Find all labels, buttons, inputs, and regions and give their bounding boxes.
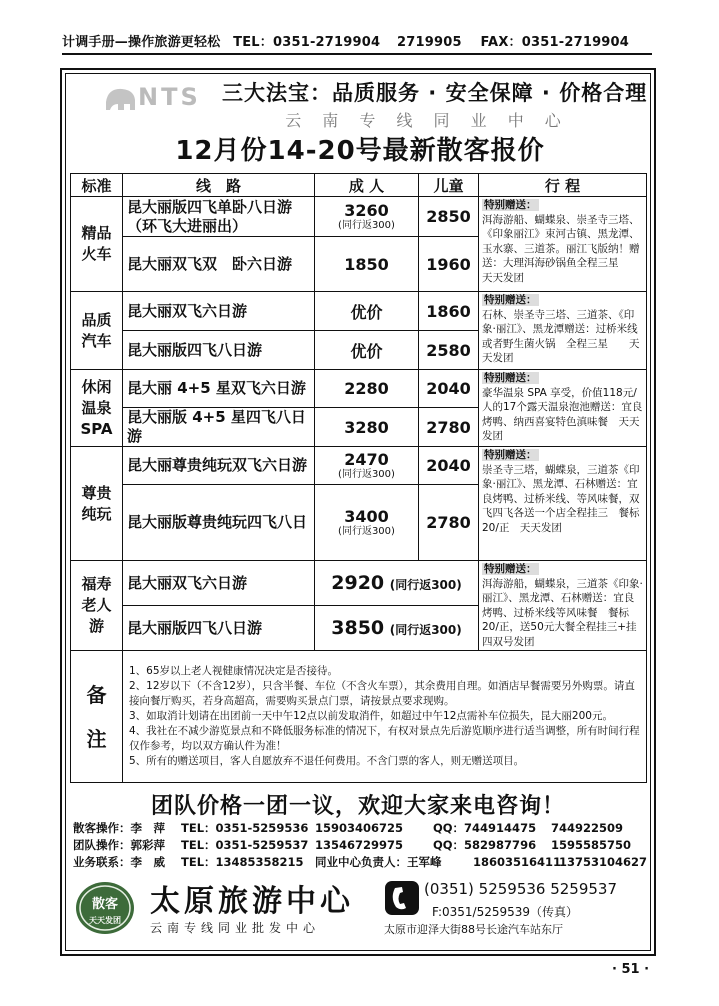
note-item: 5、所有的赠送项目，客人自愿放弃不退任何费用。不含门票的客人，则无赠送项目。 <box>129 755 525 767</box>
header-child: 儿童 <box>419 174 479 197</box>
combined-price: 3850 (同行返300) <box>315 606 479 651</box>
child-price: 2850 <box>419 197 479 237</box>
contact-qq: QQ：744914475 <box>433 821 537 835</box>
combined-price: 2920 (同行返300) <box>315 561 479 606</box>
route-name: 昆大丽版 4+5 星四飞八日游 <box>123 408 315 447</box>
team-slogan: 团队价格一团一议，欢迎大家来电咨询！ <box>150 794 565 819</box>
footer-address: 太原市迎泽大街88号长途汽车站东厅 <box>384 923 563 936</box>
header-route: 线 路 <box>123 174 315 197</box>
notes-list <box>123 651 647 783</box>
contact-mobile: 15903406725 <box>315 821 404 835</box>
header-adult: 成 人 <box>315 174 419 197</box>
adult-price: 3260 (同行返300) <box>315 197 419 237</box>
header-slogan: 计调手册—操作旅游更轻松 <box>62 35 221 50</box>
contact-manager: 同业中心负责人：王军峰 <box>315 855 442 869</box>
itinerary-gift: 特别赠送： 洱海游船，蝴蝶泉，三道茶《印象·丽江》、黑龙潭、石林赠送：宜良烤鸭、过桥米线等风味餐 餐标20/正，送50元大餐全程挂三+挂四双号发团 <box>479 561 647 651</box>
header-fax-label: FAX： <box>480 35 522 50</box>
contact-role: 散客操作：李 萍 <box>73 821 165 835</box>
category-jingpin: 精品火车 <box>71 197 123 292</box>
contact-row <box>73 820 653 837</box>
category-xiuxian: 休闲温泉SPA <box>71 370 123 447</box>
contact-row <box>73 837 653 854</box>
adult-price: 2470 (同行返300) <box>315 447 419 485</box>
contact-manager-mobile: 18603516411 <box>473 855 562 869</box>
itinerary-gift: 特别赠送： 豪华温泉 SPA 享受，价值118元/人的17个露天温泉泡池赠送：宜良烤鸭、纳西喜宴特色滇味餐 天天发团 <box>479 370 647 447</box>
route-name: 昆大丽版四飞八日游 <box>123 331 315 370</box>
adult-price: 2280 <box>315 370 419 408</box>
category-zungui: 尊贵纯玩 <box>71 447 123 561</box>
notes-label: 备 注 <box>71 651 123 783</box>
child-price: 1860 <box>419 292 479 331</box>
nts-logo <box>72 80 207 120</box>
badge-top-text: 散客 <box>91 897 119 912</box>
footer-fax: F:0351/5259539（传真） <box>432 905 579 919</box>
adult-price: 优价 <box>315 292 419 331</box>
table-row <box>71 292 647 331</box>
table-row <box>71 561 647 606</box>
header-tel: 0351-2719904 <box>272 35 381 50</box>
note-item: 1、65岁以上老人视健康情况决定是否接待。 <box>129 665 339 677</box>
contact-tel: TEL：0351-5259536 <box>181 821 309 835</box>
note-item: 4、我社在不减少游览景点和不降低服务标准的情况下，有权对景点先后游览顺序进行适当调整，所有时间行程仅作参考，均以双方确认件为准！ <box>129 725 640 752</box>
scattered-tour-badge <box>75 878 135 938</box>
table-header-row <box>71 174 647 197</box>
contact-row <box>73 854 653 871</box>
route-name: 昆大丽版四飞八日游 <box>123 606 315 651</box>
route-name: 昆大丽 4+5 星双飞六日游 <box>123 370 315 408</box>
header-fax: 0351-2719904 <box>521 35 630 50</box>
child-price: 2040 <box>419 370 479 408</box>
contact-mobile: 13546729975 <box>315 838 404 852</box>
note-item: 3、如取消计划请在出团前一天中午12点以前发取消件，如超过中午12点需补车位损失，昆大丽200元。 <box>129 710 613 722</box>
child-price: 1960 <box>419 237 479 292</box>
adult-price: 3280 <box>315 408 419 447</box>
route-name: 昆大丽双飞六日游 <box>123 292 315 331</box>
note-item: 2、12岁以下（不含12岁），只含半餐、车位（不含火车票），其余费用自理。如酒店早餐需要另外购票。请直接向餐厅购买，若身高超高，需要购买景点门票，请按景点要求现购。 <box>129 680 635 707</box>
route-name: 昆大丽双飞六日游 <box>123 561 315 606</box>
child-price: 2580 <box>419 331 479 370</box>
child-price: 2040 <box>419 447 479 485</box>
route-name: 昆大丽版四飞单卧八日游（环飞大进丽出） <box>123 197 315 237</box>
contact-qq2: 1595585750 <box>551 838 632 852</box>
child-price: 2780 <box>419 485 479 561</box>
footer-phone: (0351) 5259536 5259537 <box>424 880 618 898</box>
contact-tel: TEL：13485358215 <box>181 855 304 869</box>
brand-name: 太原旅游中心 <box>150 884 354 919</box>
page-title: 12月份14-20号最新散客报价 <box>175 136 545 166</box>
brand-subtitle: 云南专线同业批发中心 <box>150 921 321 935</box>
top-header-bar <box>62 33 652 55</box>
table-row <box>71 447 647 485</box>
route-name: 昆大丽版尊贵纯玩四飞八日 <box>123 485 315 561</box>
header-itinerary: 行 程 <box>479 174 647 197</box>
itinerary-gift: 特别赠送： 崇圣寺三塔，蝴蝶泉，三道茶《印象·丽江》、黑龙潭、石林赠送：宜良烤鸭、过桥米线、等风味餐，双飞四飞各送一个店全程挂三 餐标20/正 天天发团 <box>479 447 647 561</box>
contacts-block <box>73 820 653 871</box>
header-tel2: 2719905 <box>397 35 462 50</box>
banner-slogan: 三大法宝：品质服务 · 安全保障 · 价格合理 <box>222 81 648 105</box>
category-fushou: 福寿老人游 <box>71 561 123 651</box>
adult-price: 3400 (同行返300) <box>315 485 419 561</box>
child-price: 2780 <box>419 408 479 447</box>
table-row <box>71 197 647 237</box>
contact-tel: TEL：0351-5259537 <box>181 838 309 852</box>
phone-icon <box>384 880 420 916</box>
contact-qq2: 744922509 <box>551 821 624 835</box>
header-standard: 标准 <box>71 174 123 197</box>
adult-price: 优价 <box>315 331 419 370</box>
banner-subtitle: 云 南 专 线 同 业 中 心 <box>285 111 569 130</box>
itinerary-gift: 特别赠送： 石林、崇圣寺三塔、三道茶、《印象·丽江》、黑龙潭赠送：过桥米线或者野生菌火锅 全程三星 天天发团 <box>479 292 647 370</box>
route-name: 昆大丽双飞双 卧六日游 <box>123 237 315 292</box>
itinerary-gift: 特别赠送： 洱海游船、蝴蝶泉、崇圣寺三塔、《印象丽江》束河古镇、黑龙潭、玉水寨、三道茶。丽江飞版纳！赠送：大理洱海砂锅鱼全程三星 天天发团 <box>479 197 647 292</box>
price-table <box>70 173 647 783</box>
contact-role: 业务联系：李 威 <box>73 855 165 869</box>
elephant-logo-icon <box>104 84 138 112</box>
header-tel-label: TEL： <box>233 35 273 50</box>
adult-price: 1850 <box>315 237 419 292</box>
table-row <box>71 370 647 408</box>
contact-manager-mobile2: 13753104627 <box>559 855 648 869</box>
contact-qq: QQ：582987796 <box>433 838 537 852</box>
route-name: 昆大丽尊贵纯玩双飞六日游 <box>123 447 315 485</box>
contact-role: 团队操作：郭彩萍 <box>73 838 165 852</box>
badge-bottom-text: 天天发团 <box>89 916 121 925</box>
page-number: · 51 · <box>612 962 650 977</box>
notes-row <box>71 651 647 783</box>
category-pinzhi: 品质汽车 <box>71 292 123 370</box>
logo-text: NTS <box>138 83 201 111</box>
